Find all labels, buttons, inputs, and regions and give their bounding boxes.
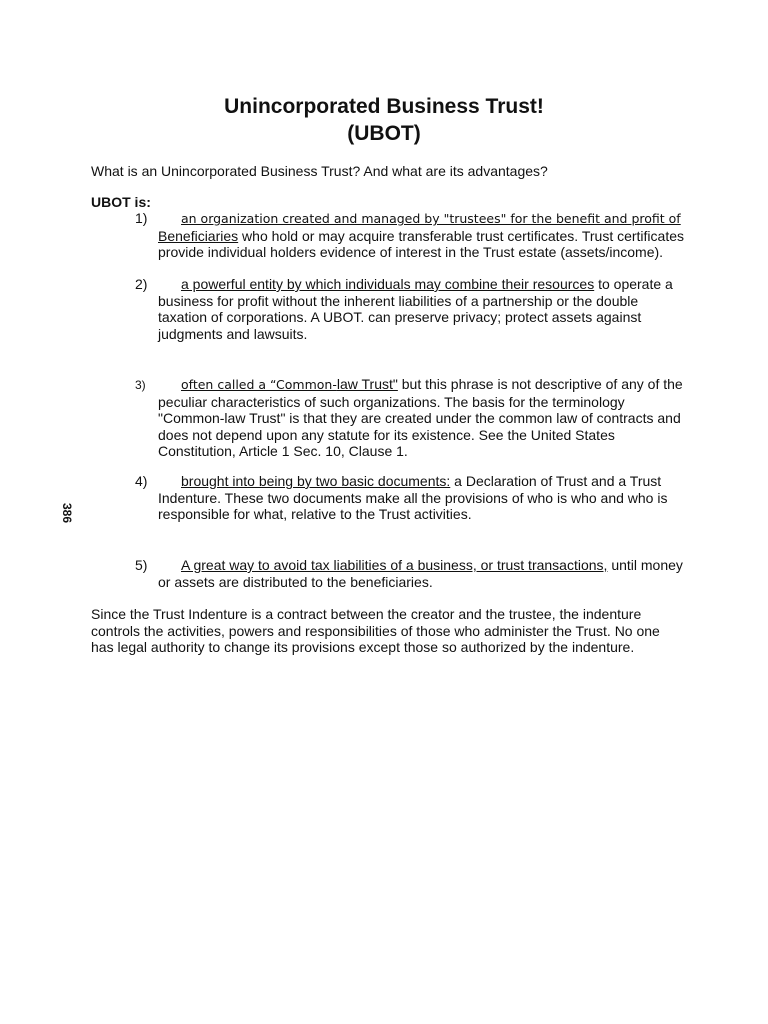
ubot-label: UBOT is: xyxy=(91,194,151,210)
item-text: responsible for what, relative to the Trust activities. xyxy=(158,506,472,522)
item-body xyxy=(158,210,684,261)
item-text: does not depend upon any statute for its existence. See the United States xyxy=(158,426,615,443)
item-underlined-term: Beneficiaries xyxy=(158,227,239,244)
item-text: who hold or may acquire transferable trust certificates. Trust certificates xyxy=(238,227,685,244)
item-text: to operate a xyxy=(594,276,673,292)
item-text: business for profit without the inherent liabilities of a partnership or the double xyxy=(158,292,639,309)
item-number: 4) xyxy=(135,473,148,489)
item-lead: often called a “Common- xyxy=(181,377,337,392)
intro-question: What is an Unincorporated Business Trust? And what are its advantages? xyxy=(91,163,548,179)
item-number: 1) xyxy=(135,210,148,226)
item-lead: A great way to avoid tax liabilities of a business, or trust transactions, xyxy=(181,557,608,573)
item-lead: an organization created and managed by "trustees" for the benefit and profit of xyxy=(181,211,681,226)
document-title: Unincorporated Business Trust! xyxy=(224,95,544,118)
item-body xyxy=(158,557,683,590)
page-number: 386 xyxy=(60,502,74,524)
item-body xyxy=(158,473,667,523)
document-subtitle: (UBOT) xyxy=(347,122,421,145)
item-body xyxy=(158,276,673,342)
closing-line: controls the activities, powers and responsibilities of those who administer the Trust. No one xyxy=(91,622,660,639)
item-text: or assets are distributed to the beneficiaries. xyxy=(158,573,433,590)
closing-paragraph xyxy=(91,606,660,656)
item-lead: a powerful entity by which individuals may combine their resources xyxy=(181,276,595,292)
item-text: provide individual holders evidence of interest in the Trust estate (assets/income). xyxy=(158,244,664,260)
item-number: 3) xyxy=(135,378,146,392)
item-number: 5) xyxy=(135,557,148,573)
item-text: taxation of corporations. A UBOT. can preserve privacy; protect assets against xyxy=(158,309,642,325)
item-lead-continued: law Trust" xyxy=(336,376,398,392)
item-text: judgments and lawsuits. xyxy=(158,325,308,342)
item-number: 2) xyxy=(135,276,148,292)
item-text: a Declaration of Trust and a Trust xyxy=(450,473,662,489)
item-text: Indenture. These two documents make all the provisions of who is who and who is xyxy=(158,489,668,506)
item-body xyxy=(158,376,683,460)
closing-line: Since the Trust Indenture is a contract between the creator and the trustee, the indenture xyxy=(91,606,642,622)
item-text: peculiar characteristics of such organizations. The basis for the terminology xyxy=(158,393,625,410)
closing-line: has legal authority to change its provisions except those so authorized by the indenture. xyxy=(91,639,635,655)
item-lead: brought into being by two basic documents: xyxy=(181,473,451,489)
item-text: until money xyxy=(607,557,683,573)
item-text: "Common-law Trust" is that they are created under the common law of contracts and xyxy=(158,410,681,426)
item-text: but this phrase is not descriptive of any of the xyxy=(397,376,683,392)
item-text: Constitution, Article 1 Sec. 10, Clause 1. xyxy=(158,443,408,459)
